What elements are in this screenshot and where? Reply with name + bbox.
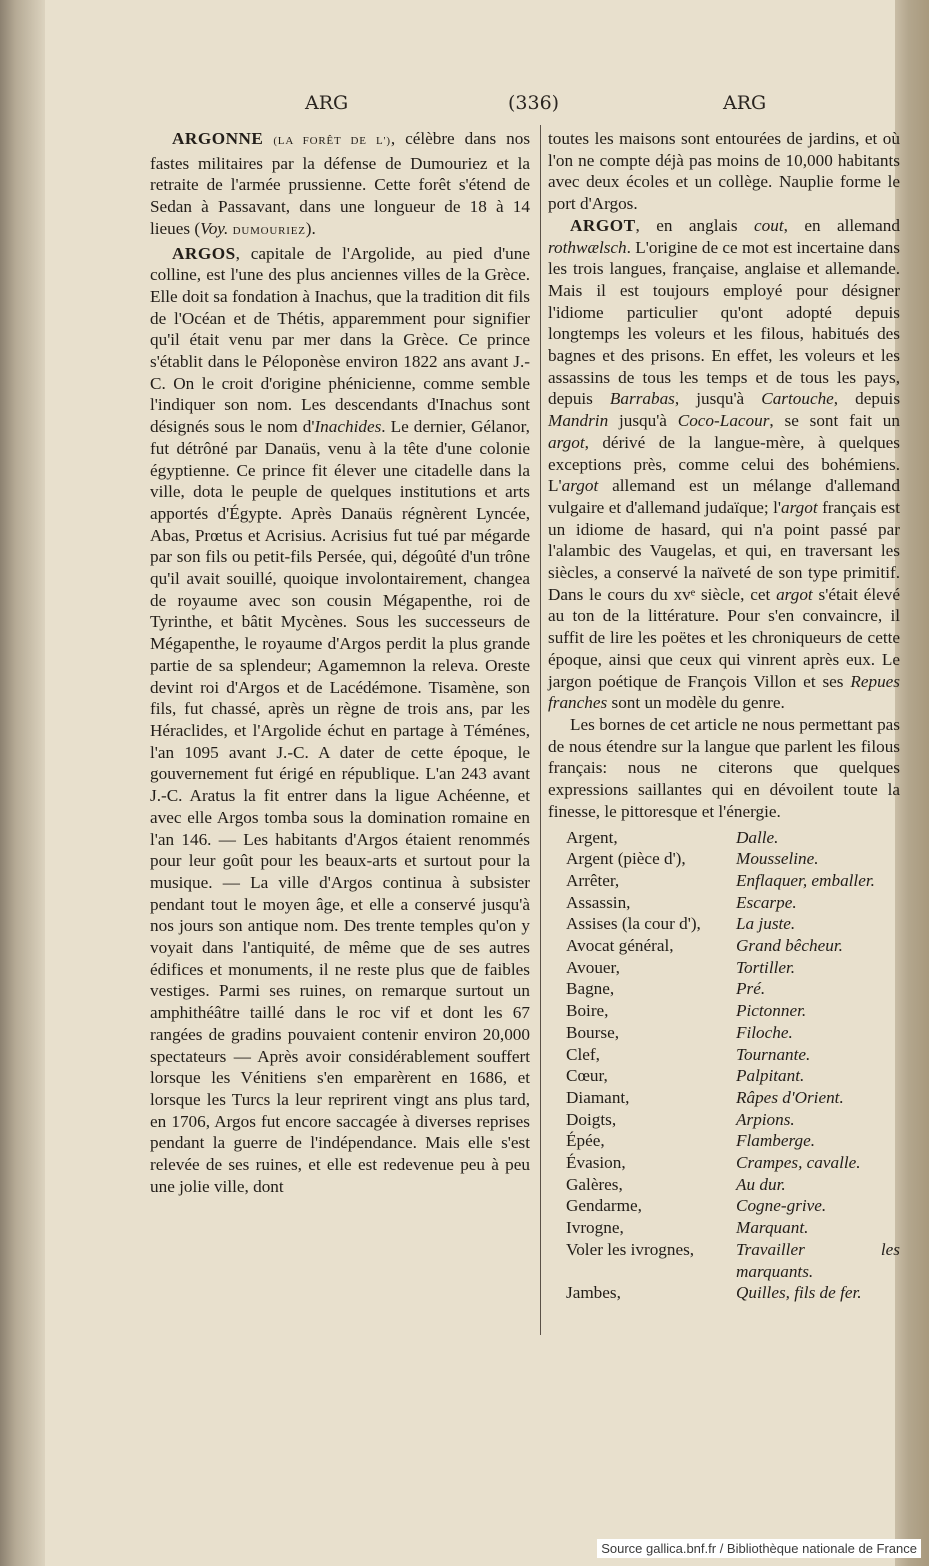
- glossary-argot: Mousseline.: [736, 849, 819, 869]
- glossary-argot: Flamberge.: [736, 1131, 816, 1151]
- running-head-left: ARG: [305, 92, 349, 114]
- glossary-argot: Travailler les marquants.: [736, 1239, 900, 1281]
- glossary-argot: Arpions.: [736, 1109, 795, 1129]
- source-credit: Source gallica.bnf.fr / Bibliothèque nationale de France: [597, 1539, 921, 1558]
- glossary-french: Assises (la cour d'),: [566, 914, 701, 934]
- entry-italic: Mandrin: [548, 411, 609, 431]
- entry-text: , capitale de l'Argolide, au pied d'une colline, est l'une des plus anciennes villes de la Grèce. Elle doit sa fondation à Inachus, que la tradition dit fils de l'Océan et de Thétis, apparemment pour signifier qu'il était venu par mer dans la Grèce. Ce prince s'établit dans le Péloponèse environ 1822 ans avant J.-C. On le croit d'origine phénicienne, comme semble l'indiquer son nom. Les descendants d'Inachus sont désignés sous le nom d': [150, 243, 530, 437]
- glossary-french: Cœur,: [566, 1066, 608, 1086]
- glossary-row: [566, 1022, 900, 1044]
- glossary-french: Diamant,: [566, 1087, 630, 1107]
- glossary-row: [566, 978, 900, 1000]
- glossary-french: Voler les ivrognes,: [566, 1239, 695, 1259]
- glossary-french: Avouer,: [566, 957, 620, 977]
- entry-qualifier: (LA FORÊT DE L'): [273, 135, 391, 147]
- glossary-french: Bagne,: [566, 979, 615, 999]
- glossary-french: Boire,: [566, 1001, 609, 1021]
- argos-continuation: toutes les maisons sont entourées de jardins, et où l'on ne compte déjà pas moins de 10,000 habitants avec deux écoles et un collège. Nauplie forme le port d'Argos.: [548, 129, 900, 214]
- entry-text: , en anglais: [635, 215, 755, 235]
- glossary-argot: Tortiller.: [736, 957, 796, 977]
- glossary-argot: Enflaquer, emballer.: [736, 870, 875, 890]
- glossary-french: Argent,: [566, 827, 618, 847]
- bornes-paragraph: Les bornes de cet article ne nous permettant pas de nous étendre sur la langue que parlent les filous français: nous ne citerons que quelques expressions saillantes qui en dévoilent toute la finesse, le pittoresque et l'énergie.: [548, 714, 900, 821]
- entry-text: s'était élevé au ton de la littérature. Pour s'en convaincre, il suffit de lire les poëtes et les chroniqueurs de cette époque, ainsi que ceux qui vinrent après eux. Le jargon poétique de François Villon et ses: [548, 584, 900, 691]
- entry-text: sont un modèle du genre.: [607, 693, 785, 713]
- glossary-french: Assassin,: [566, 892, 631, 912]
- glossary-french: Arrêter,: [566, 870, 620, 890]
- glossary-row: [566, 1044, 900, 1066]
- glossary-argot: Au dur.: [736, 1174, 786, 1194]
- entry-italic: argot: [776, 584, 813, 604]
- glossary-row: [566, 935, 900, 957]
- page-edge: [895, 0, 929, 1566]
- glossary-row: [566, 1217, 900, 1239]
- running-head-right: ARG: [723, 92, 767, 114]
- glossary-row: [566, 1130, 900, 1152]
- glossary-argot: Quilles, fils de fer.: [736, 1283, 862, 1303]
- glossary-argot: Dalle.: [736, 827, 779, 847]
- glossary-row: [566, 1282, 900, 1304]
- entry-italic: Coco-Lacour: [677, 411, 770, 431]
- cross-ref-target: DUMOURIEZ: [232, 224, 306, 237]
- glossary-argot: Filoche.: [736, 1022, 793, 1042]
- entry-italic: Barrabas: [609, 389, 675, 409]
- glossary-row: [566, 1174, 900, 1196]
- entry-italic: argot: [781, 497, 818, 517]
- glossary-argot: Pictonner.: [736, 1001, 807, 1021]
- glossary-french: Argent (pièce d'),: [566, 849, 686, 869]
- entry-argos: [150, 243, 530, 1198]
- glossary-argot: Crampes, cavalle.: [736, 1153, 861, 1173]
- glossary-french: Évasion,: [566, 1153, 626, 1173]
- glossary-argot: Cogne-grive.: [736, 1196, 827, 1216]
- entry-text: . Le dernier, Gélanor, fut détrôné par Danaüs, venu à la tête d'une colonie égyptienne. Ce prince fit élever une citadelle dans la ville, dota le peuple de quelques institutions et arts apportés d'Égypte. Après Danaüs régnèrent Lyncée, Abas, Prœtus et Acrisius. Acrisius fut tué par mégarde par son fils ou petit-fils Persée, qui, dégoûté d'un trône qu'il avait souillé, quoique involontairement, changea de royaume avec son cousin Mégapenthe, roi de Tyrinthe, et bâtit Mycènes. Sous les successeurs de Mégapenthe, le royaume d'Argos perdit la plus grande partie de sa splendeur; Agamemnon la releva. Oreste devint roi d'Argos et de Lacédémone. Tisamène, son fils, fut chassé, après un règne de trois ans, par les Héraclides, et l'Argolide échut en partage à Téménes, l'an 1095 avant J.-C. A dater de cette époque, le gouvernement fut érigé en république. L'an 243 avant J.-C. Aratus la fit entrer dans la ligue Achéenne, et avec elle Argos tomba sous la domination romaine en l'an 146. — Les habitants d'Argos étaient renommés pour leur goût pour les beaux-arts et surtout pour la musique. — La ville d'Argos continua à subsister pendant tout le moyen âge, et elle a conservé jusqu'à nos jours son antique nom. Des trente temples qu'on y voyait dans l'antiquité, de même que de ses autres édifices et monuments, il ne reste plus que de faibles vestiges. Parmi ses ruines, on remarque surtout un amphithéâtre taillé dans le roc vif et dont les 67 rangées de gradins pouvaient contenir environ 20,000 spectateurs — Après avoir considérablement souffert lorsque les Vénitiens s'en emparèrent en 1686, et lorsque les Turcs la leur reprirent vingt ans plus tard, en 1706, Argos fut encore saccagée à diverses reprises pendant la guerre de l'indépendance. Mais elle s'est relevée de ses ruines, et elle est redevenue peu à peu une jolie ville, dont: [150, 417, 530, 1196]
- entry-text: , depuis: [833, 389, 901, 409]
- entry-argonne: [150, 128, 530, 243]
- entry-head-argot: ARGOT: [570, 215, 636, 235]
- glossary-french: Clef,: [566, 1044, 600, 1064]
- glossary-row: [566, 1152, 900, 1174]
- glossary-row: [566, 848, 900, 870]
- cross-ref-voy: Voy.: [200, 218, 229, 238]
- binding-shadow: [0, 0, 45, 1566]
- glossary-french: Bourse,: [566, 1022, 619, 1042]
- entry-italic: Cartouche: [761, 389, 834, 409]
- entry-text: , en allemand: [783, 215, 900, 235]
- glossary-row: [566, 913, 900, 935]
- entry-text: allemand est un mélange d'allemand vulgaire et d'allemand judaïque; l': [548, 476, 900, 517]
- entry-head-argos: ARGOS: [172, 243, 236, 263]
- glossary-row: [566, 1239, 900, 1282]
- left-column: [150, 128, 530, 1197]
- entry-text: , célèbre dans nos fastes militaires par la défense de Dumouriez et la retraite de l'armée prussienne. Cette forêt s'étend de Sedan à Passavant, dans une longueur de 18 à 14 lieues (: [150, 129, 531, 238]
- argot-glossary: [566, 827, 900, 1304]
- glossary-argot: La juste.: [736, 914, 796, 934]
- right-column: [548, 128, 900, 1304]
- page-number: (336): [508, 92, 560, 114]
- entry-text: ).: [305, 218, 316, 238]
- entry-italic: Inachides: [314, 417, 382, 437]
- entry-text: , jusqu'à: [674, 389, 762, 409]
- glossary-french: Doigts,: [566, 1109, 617, 1129]
- entry-italic: argot: [548, 432, 585, 452]
- glossary-row: [566, 892, 900, 914]
- glossary-french: Épée,: [566, 1131, 605, 1151]
- entry-italic: Repues franches: [548, 671, 900, 713]
- glossary-argot: Râpes d'Orient.: [736, 1087, 844, 1107]
- glossary-argot: Marquant.: [736, 1218, 809, 1238]
- glossary-french: Gendarme,: [566, 1196, 642, 1216]
- glossary-argot: Escarpe.: [736, 892, 797, 912]
- glossary-french: Galères,: [566, 1174, 623, 1194]
- glossary-row: [566, 1065, 900, 1087]
- entry-text: , se sont fait un: [769, 411, 900, 431]
- entry-italic: argot: [561, 476, 599, 496]
- entry-text: . L'origine de ce mot est incertaine dans les trois langues, française, anglaise et allemande. Mais il est toujours employé pour désigner l'idiome particulier qu'ont adopté depuis longtemps les voleurs et les filous, habitués des bagnes et des prisons. En effet, les voleurs et les assassins de tous les temps et de tous les pays, depuis: [548, 237, 900, 409]
- glossary-french: Jambes,: [566, 1283, 621, 1303]
- glossary-row: [566, 1195, 900, 1217]
- entry-italic: cout: [754, 215, 784, 235]
- glossary-row: [566, 870, 900, 892]
- entry-text: français est un idiome de hasard, qui n'a point passé par l'alambic des Vaugelas, et qui, en traversant les siècles, a conservé la naïveté de son type primitif. Dans le cours du xvᵉ siècle, cet: [548, 497, 900, 604]
- glossary-row: [566, 1109, 900, 1131]
- entry-text: jusqu'à: [608, 411, 678, 431]
- glossary-french: Avocat général,: [566, 936, 674, 956]
- glossary-argot: Grand bêcheur.: [736, 936, 843, 956]
- entry-head-argonne: ARGONNE: [172, 129, 264, 148]
- glossary-row: [566, 827, 900, 849]
- entry-argot: [548, 215, 900, 714]
- glossary-row: [566, 1087, 900, 1109]
- glossary-argot: Tournante.: [736, 1044, 811, 1064]
- entry-text: , dérivé de la langue-mère, à quelques exceptions près, comme celui des bohémiens. L': [548, 432, 900, 496]
- column-rule: [540, 125, 541, 1335]
- running-head: [148, 92, 768, 122]
- glossary-argot: Palpitant.: [736, 1066, 805, 1086]
- entry-italic: rothwælsch: [548, 237, 627, 257]
- glossary-row: [566, 1000, 900, 1022]
- glossary-row: [566, 957, 900, 979]
- glossary-argot: Pré.: [736, 979, 766, 999]
- glossary-french: Ivrogne,: [566, 1218, 624, 1238]
